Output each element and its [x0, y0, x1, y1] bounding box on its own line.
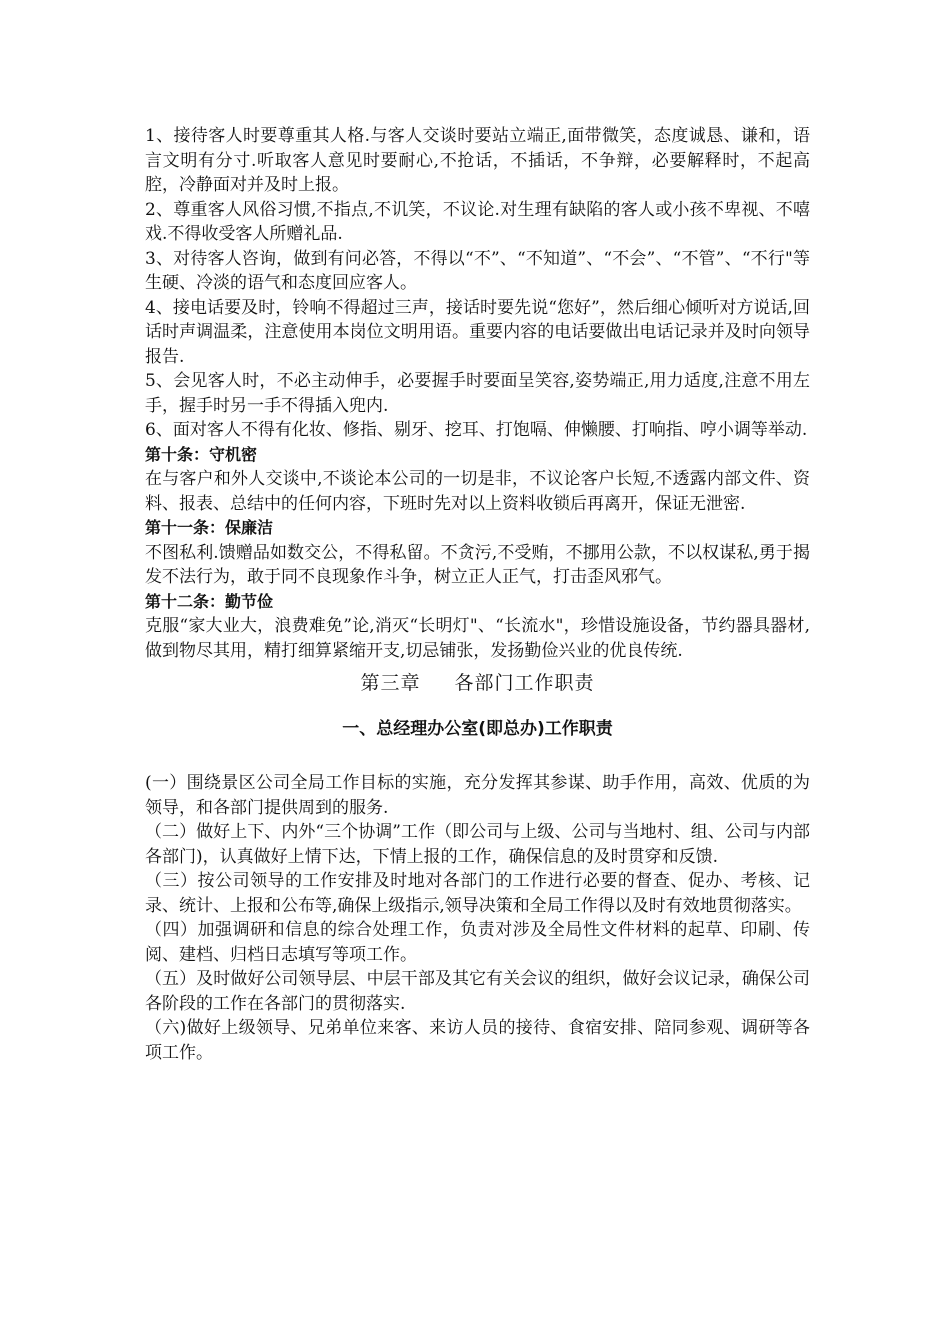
rule-paragraph-2: 2、尊重客人风俗习惯,不指点,不讥笑，不议论.对生理有缺陷的客人或小孩不卑视、不嘻戏.不得收受客人所赠礼品.	[145, 199, 810, 244]
article-12-text: 克服“家大业大，浪费难免”论,消灭“长明灯"、“长流水"，珍惜设施设备，节约器具器材,做到物尽其用，精打细算紧缩开支,切忌铺张，发扬勤俭兴业的优良传统.	[145, 616, 810, 661]
duty-paragraph-2: （二）做好上下、内外“三个协调”工作（即公司与上级、公司与当地村、组、公司与内部各部门)，认真做好上情下达，下情上报的工作，确保信息的及时贯穿和反馈.	[145, 822, 810, 867]
document-page	[145, 124, 810, 1065]
duty-paragraph-3: （三）按公司领导的工作安排及时地对各部门的工作进行必要的督查、促办、考核、记录、统计、上报和公布等,确保上级指示,领导决策和全局工作得以及时有效地贯彻落实。	[145, 871, 810, 916]
rule-paragraph-4: 4、接电话要及时，铃响不得超过三声，接话时要先说“您好”，然后细心倾听对方说话,回话时声调温柔，注意使用本岗位文明用语。重要内容的电话要做出电话记录并及时向领导报告.	[145, 297, 810, 367]
article-11-title: 第十一条：保廉洁	[145, 518, 274, 537]
chapter-title: 各部门工作职责	[454, 672, 595, 694]
rule-paragraph-3: 3、对待客人咨询，做到有问必答，不得以“不”、“不知道”、“不会”、“不管”、“不行"等生硬、冷淡的语气和态度回应客人。	[145, 248, 810, 293]
duty-paragraph-6: （六)做好上级领导、兄弟单位来客、来访人员的接待、食宿安排、陪同参观、调研等各项工作。	[145, 1018, 810, 1063]
duty-paragraph-4: （四）加强调研和信息的综合处理工作，负责对涉及全局性文件材料的起草、印刷、传阅、建档、归档日志填写等项工作。	[145, 920, 810, 965]
section-title: 一、总经理办公室(即总办)工作职责	[342, 719, 613, 739]
chapter-heading	[145, 663, 810, 703]
article-10-text: 在与客户和外人交谈中,不谈论本公司的一切是非，不议论客户长短,不透露内部文件、资料、报表、总结中的任何内容，下班时先对以上资料收锁后再离开，保证无泄密.	[145, 469, 810, 514]
rule-paragraph-1: 1、接待客人时要尊重其人格.与客人交谈时要站立端正,面带微笑，态度诚恳、谦和，语言文明有分寸.听取客人意见时要耐心,不抢话，不插话，不争辩，必要解释时，不起高腔，冷静面对并及时上报。	[145, 126, 810, 195]
duty-paragraph-5: （五）及时做好公司领导层、中层干部及其它有关会议的组织，做好会议记录，确保公司各阶段的工作在各部门的贯彻落实.	[145, 969, 810, 1014]
article-11-text: 不图私利.馈赠品如数交公，不得私留。不贪污,不受贿，不挪用公款，不以权谋私,勇于揭发不法行为，敢于同不良现象作斗争，树立正人正气，打击歪风邪气。	[145, 542, 810, 587]
duty-paragraph-1: (一）围绕景区公司全局工作目标的实施，充分发挥其参谋、助手作用，高效、优质的为领导，和各部门提供周到的服务.	[145, 773, 810, 818]
article-10-title: 第十条：守机密	[145, 444, 258, 464]
article-12-title: 第十二条：勤节俭	[145, 591, 274, 611]
chapter-number: 第三章	[360, 672, 421, 694]
rule-paragraph-5: 5、会见客人时，不必主动伸手，必要握手时要面呈笑容,姿势端正,用力适度,注意不用左手，握手时另一手不得插入兜内.	[145, 371, 810, 416]
rule-paragraph-6: 6、面对客人不得有化妆、修指、剔牙、挖耳、打饱嗝、伸懒腰、打响指、哼小调等举动.	[145, 420, 808, 440]
